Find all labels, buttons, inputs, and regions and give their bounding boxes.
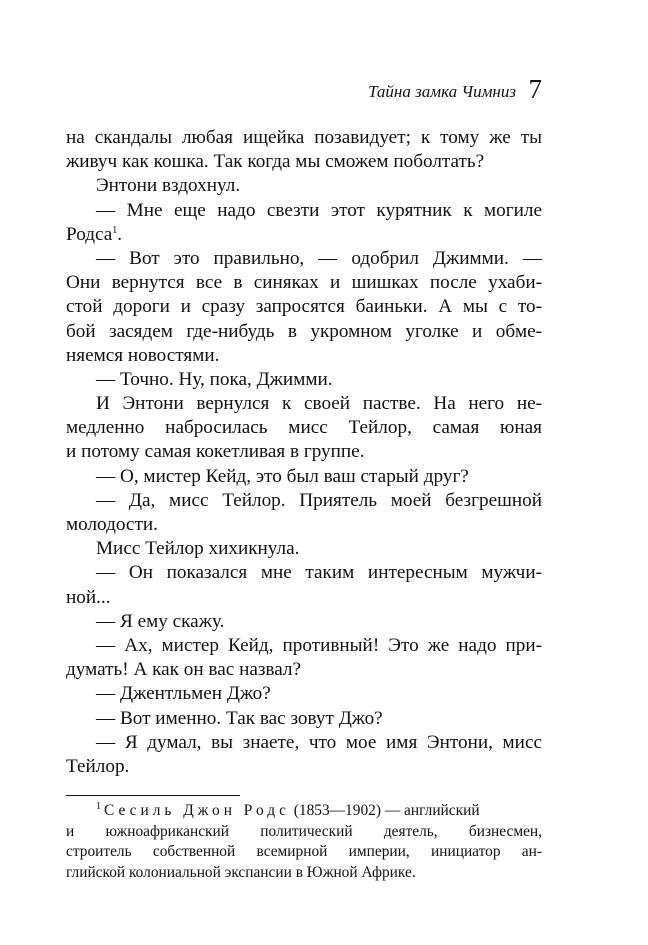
footnote-text: (1853—1902) — английский — [289, 802, 480, 819]
text-line: — Вот это правильно, — одобрил Джимми. — — [96, 247, 542, 269]
footnote-line: строитель собственной всемирной империи, инициатор ан- — [66, 843, 542, 860]
text-line: — Я думал, вы знаете, что мое имя Энтони, мисс — [96, 731, 542, 753]
text-line: — Ах, мистер Кейд, противный! Это же надо при- — [96, 634, 542, 656]
text-line: — Джентльмен Джо? — [96, 683, 271, 705]
page-number: 7 — [528, 74, 542, 104]
text-line: медленно набросилась мисс Тейлор, самая юная — [66, 417, 542, 439]
page-header — [66, 74, 542, 108]
text-line: на скандалы любая ищейка позавидует; к тому же ты — [66, 127, 542, 148]
text-fragment: Родса — [66, 223, 113, 245]
text-line: няемся новостями. — [66, 344, 220, 366]
text-line: Энтони вздохнул. — [96, 175, 241, 197]
running-title: Тайна замка Чимниз — [368, 82, 516, 101]
text-line: — Он показался мне таким интересным мужчи- — [96, 562, 542, 584]
text-line: — Точно. Ну, пока, Джимми. — [96, 368, 333, 390]
text-line: Они вернутся все в синяках и шишках после ухаби- — [66, 272, 542, 294]
text-line — [66, 223, 542, 247]
text-line: бой засядем где-нибудь в укромном уголке и обме- — [66, 320, 542, 342]
footnote-divider — [66, 795, 240, 796]
body-text — [66, 126, 542, 779]
footnote — [66, 801, 542, 883]
text-line: И Энтони вернулся к своей пастве. На него не- — [96, 393, 542, 415]
text-line: молодости. — [66, 514, 158, 535]
text-line: — Вот именно. Так вас зовут Джо? — [96, 707, 383, 729]
text-line: Тейлор. — [66, 755, 130, 777]
footnote-name: Сесиль Джон Родс — [104, 802, 290, 819]
text-line: — Мне еще надо свезти этот курятник к могиле — [96, 199, 542, 221]
footnote-mark: 1 — [96, 801, 101, 812]
text-fragment: . — [117, 223, 123, 245]
text-line: и потому самая кокетливая в группе. — [66, 441, 365, 463]
text-line: думать! А как он вас назвал? — [66, 659, 302, 681]
text-line: стой дороги и сразу запросятся баиньки. А мы с то- — [66, 296, 542, 318]
text-line: — Я ему скажу. — [96, 610, 225, 632]
text-line: Мисс Тейлор хихикнула. — [96, 538, 300, 560]
text-line: ной... — [66, 586, 111, 608]
text-line: живуч как кошка. Так когда мы сможем поболтать? — [66, 151, 485, 173]
text-line: — О, мистер Кейд, это был ваш старый друг? — [96, 465, 469, 487]
text-line: — Да, мисс Тейлор. Приятель моей безгрешной — [96, 489, 542, 511]
footnote-reference: 1 — [112, 224, 118, 236]
footnote-line: глийской колониальной экспансии в Южной Африке. — [66, 863, 416, 881]
footnote-line — [66, 801, 542, 822]
footnote-line: и южноафриканский политический деятель, бизнесмен, — [66, 822, 542, 840]
